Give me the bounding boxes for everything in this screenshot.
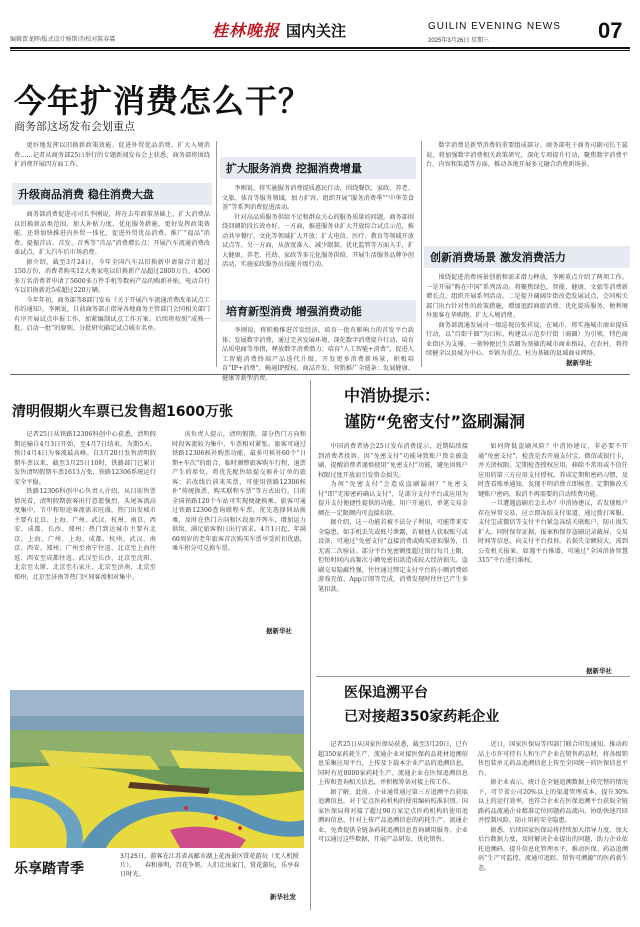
photo-credit: 新华社发 (270, 893, 296, 901)
section-heading: 创新消费场景 激发消费活力 (424, 246, 630, 268)
section-divider (316, 676, 630, 677)
paper-logo: 桂林晚报 (212, 21, 281, 40)
news-credit: 据新华社 (586, 667, 612, 675)
lead-intro: 更好地发挥以旧换新政策效能、促进外贸优品消费、扩大入境消费……记者从商务部25日举行的专题新闻发布会上获悉，商务部将围绕扩消费开展四方面工作。 (14, 142, 210, 168)
article-body: 中国消费者协会25日发布消费提示，近期陆续接到消费者投诉，因“免密支付”功能导致账户资金被盗刷，提醒消费者谨慎使用“免密支付”功能，避免因账户权限过度开放而引发资金损失。 为何“免密支付”会造成盗刷漏洞？“免密支付”即“无需密码确认支付”，是部分支付平台或应用为提升支付便捷性提供的功能，用户开通后，单笔交易金额在一定限额内可直接扣款。 据介绍，这一功能若被不法分子利用，可能带来安全隐患。如手机丢失或账号泄露，若被他人获取账号或设备，可通过“免密支付”直接消费或购买虚拟服务，且无需二次验证。部分平台免密额度超过银行每月上限，但短时间内高频次小额免密扣款造成较大经济损失。盗刷交易隐蔽性强，往往通过绑定支付平台的小额消费如游戏充值、App订阅等完成，消费发现时往往已产生多笔扣款。 (318, 443, 468, 593)
section-heading: 培育新型消费 增强消费动能 (220, 300, 416, 322)
article-body: 李刚说，将实施服务消费提质惠民行动，围绕餐饮、家政、养老、文旅、体育等服务领域，加力扩容，组织开展“服务消费季”“中华美食荟”等系列消费促进活动。 针对高品质服务供给不足和群众关心的服务质量的问题，商务部围绕回调阶段长效办好，一方面，推进服务业扩大开放综合试点示范，推动共享餐厅、文化等领域扩大开放；扩大电信、医疗、教育等领域开放试点等。另一方面，从放宽准入、减少限制、优化监管等方面入手，扩大健康、养老、托幼、家政等多元化服务供给，开展生活服务品牌争创活动，实施家政服务员技能升级行动。 (222, 185, 414, 268)
article-body: 该负责人提示，清明假期，部分热门方向和时段客流较为集中，车票相对紧张。旅客可通过铁路12306候补购票功能，最多可候补60个“日期+车次”的组合，临时调整旅客购车行程，退票产生的席位，将优先配售给提交候补订单的旅客；若改线后前来买票，可使用铁路12306候补“传统换票、购买联程车票”等方式出行。目前全国铁路120个车站可实现便捷换乘，旅客可通过铁路12306查询联程车票，优先选择同站换乘，及时在热门方向和区段加开列车，增加运力供给，满足旅客假日出行需求。4月1日起，年满60周岁的老年旅客首次购买车票享受折扣优惠，乘车积分可兑换车票。 (172, 431, 306, 552)
aerial-photo (10, 690, 304, 848)
medical-headline-line1: 医保追溯平台 (344, 685, 428, 701)
paper-name-english: GUILIN EVENING NEWS (428, 21, 561, 32)
flower-field-photo (10, 690, 304, 848)
lead-subhead: 商务部这场发布会划重点 (14, 120, 135, 133)
column-divider (421, 141, 422, 367)
column-divider (310, 380, 311, 910)
article-body: 记者25日从铁路12306科创中心获悉，清明假期运输自4月3日开始，至4月7日结束，为期5天。预计4月4日为客流最高峰。自3月20日发售清明假期车票以来，截至3月25日10时，铁路部门已累计发售清明假期车票1613万张，铁路12306系统运行安全平稳。 铁路12306科创中心负责人介绍，从目前售票情况看，清明假期旅客出行意愿强烈，头尾客流高度集中，节中和短途客流需求旺盛，热门出发城市主要有北京、上海、广州、武汉、杭州、南京、西安、成都、长沙、郑州；热门到达城市主要有北京、上海、广州、上海、成都、杭州、武汉、南京、西安、郑州；广州至南宁往返、北京至上海往返、西安至成都往返、武汉至长沙、北京至沈阳、北京至太原、北京至石家庄、北京至济南、北京至郑州、北京至济南等热门区间客流相对集中。 (14, 431, 156, 581)
editors-line: 编辑曾龙晖/版式设计杨斯诗/校对陈春霖 (10, 37, 116, 43)
article-body: 商务部消费促进司司长李刚说，将在去年政策基础上，扩大消费品以旧换新品类范围，加大补贴力度，优化服务措施，更好发挥政策效能。还将加快推进内外贸一体化，促进外贸优品消费，推广“福品”消费。提振首店、首发、首秀等“首品”消费增长点；开展汽车流通消费改革试点，扩大汽车后市场消费。 据介绍，截至3月24日，今年全国汽车以旧换新申请量合计超过150万份，消费者购买12大类家电以旧换新产品超过2800万台，4500多万名消费者申请了5600多万件手机等数码产品的购新补贴，电动自行车以旧换新近5成超过220万辆。 今年年初，商务部等8部门发布《关于开展汽车流通消费改革试点工作的通知》。李刚说，目前商务部正指导各地商务主管部门会同相关部门有序开展试点申报工作，加紧编制试点工作方案。后续将按照“成熟一批、启动一批”的原则，分批研究确定试点城市名单。 (14, 211, 210, 332)
article-body: 围绕促进消费场景创新和需求潜力释放，李刚重点介绍了两项工作。一是开展“购在中国”系列活动。将聚焦绿色、智能、健康、文旅等消费新增长点，组织开展系列活动。二是提升阔阔步街改造发展试点，会同相关部门出台针对性的政策措施，增加追踪商旅消费、优化提质服务，便利境外旅客在华购物，扩大入境消费。 商务部流通发展司一级巡视员张祥说，在城市，将实施城市商业提质行动，以“百街千圈”为目标，构建以示范步行街（商圈）为引领，特色商业街区为支撑、一刻钟便民生活圈为基础的城市商业格局。在农村，将持续健全以县城为中心、乡镇为重点、村为基础的县域商业网络。 (426, 274, 628, 357)
photo-caption: 3月25日，游客在江苏省高邮市湖上花海景区赏花游玩（无人机照片）。 春和景明，百花争妍。人们走出家门，赏花游玩，乐享春日时光。 (120, 853, 300, 878)
ticket-headline: 清明假期火车票已发售超1600万张 (12, 404, 233, 420)
page-number: 07 (598, 18, 623, 43)
photo-title: 乐享踏青季 (14, 861, 84, 877)
article-body: 记者25日从国家医保局获悉，截至3月20日，已有超350家药耗生产、流通企业对接医保药品耗材追溯信息采集应用平台，上传及下载本企业产品的追溯信息，同时有近8000家药耗生产、流通企业在医保追溯信息上传和查询相关信息，并积极筹备对接上传工作。 据了解，此前，企业通常通过第三方追溯平台获取追溯信息，对于定点医药机构的使用编码校准识别。国家医保局将对接了超过90万家定点医药机构的使用追溯码信息，针对上传产品追溯信息的药耗生产、流通企业，免费提供全链条药耗追溯信息查询调用服务。企业可以通过这些数据，开展产品研发、优化销售。 (318, 741, 468, 843)
section-title: 国内关注 (286, 22, 347, 40)
article-body: 近日，国家医保局等四部门联合印发通知，推动药品上市许可持有人和生产企业在销售药品时，将各级销售包装单元药品追溯信息上传至全国统一的医保信息平台。 据企业表示，统计在全链追溯数据上传完整的情况下，可节省公司20%以上的渠道管理成本，提升30%以上的运行效率，也符合企业在医保追溯平台获取全链路药品流通企业精准定位问题药品流向，协助快速召回并控制风险，防止用药安全隐患。 据悉，后续国家医保局将持续加大指导力度，加大后台数据力度，及时解决企业提出的问题，助力企业依托追溯码，提升信息化管理水平，推动医保、药品追溯码“生产可监控、流通可追踪、销售可溯源”的医药新生态。 (478, 741, 628, 872)
medical-headline-line2: 已对接超350家药耗企业 (344, 709, 500, 725)
news-credit: 据新华社 (566, 359, 592, 367)
fraud-headline: 谨防“免密支付”盗刷漏洞 (344, 412, 526, 431)
fraud-kicker: 中消协提示： (344, 386, 441, 405)
column-divider (216, 141, 217, 367)
masthead-rule (10, 47, 630, 49)
news-credit: 据新华社 (266, 627, 292, 635)
article-body: 数字消费是新型消费的重要组成部分。商务部电子商务司副司长王蕊说，将加强数字消费相关政策研究，深化专项提升行动，聚焦数字消费平台、内容和渠道等方面，推动各地开展多元融合消费新场景。 (426, 142, 628, 168)
article-body: 如何降低盗刷风险？中消协建议，非必要不开通“免密支付”，检查是否开通支付宝、微信或银行卡，并关闭权限。定期检查授权应用，移除不常用或不信任应用的第三方应用支付授权。养成定期和密码习惯，及时查看账单通知，发现不明消费立即核查。定期修改关键账户密码，取消不再需要的自动续费功能。 一旦遭遇盗刷后怎么办？中消协建议，若发现账户存在异常交易，应立即冻结支付渠道，通过拨打客服、支付宝或微信等支付平台紧急冻结关联账户，防止损失扩大。同时保存证据，报案和保存盗刷记录截屏，交易时间等信息，向支付平台投诉。若损失金额较大，需到公安机关报案。如遇平台推诿，可通过“全国消协智慧315”平台进行维权。 (478, 443, 628, 564)
issue-date: 2025年3月26日 星期三 (428, 38, 490, 44)
lead-headline: 今年扩消费怎么干？ (14, 82, 312, 120)
section-divider (10, 374, 630, 375)
article-body: 李刚说，将积极推进首发经济，培育一批有影响力的首发平台载体；发展数字消费，通过完善发展环境、深化数字消费提升行动，培育品质电商等举措，释放数字消费潜力；培育“人工智能+消费”，促进人工智能消费终端产品迭代升级，开发更多消费新场景，积极培育“IP+消费”，畅通IP授权、商品开发、营销推广全链条；发展健康、健康等新型消费。 (222, 327, 414, 382)
masthead-rule-thin (10, 50, 630, 51)
section-heading: 升级商品消费 稳住消费大盘 (12, 183, 212, 205)
section-heading: 扩大服务消费 挖掘消费增量 (220, 157, 416, 179)
